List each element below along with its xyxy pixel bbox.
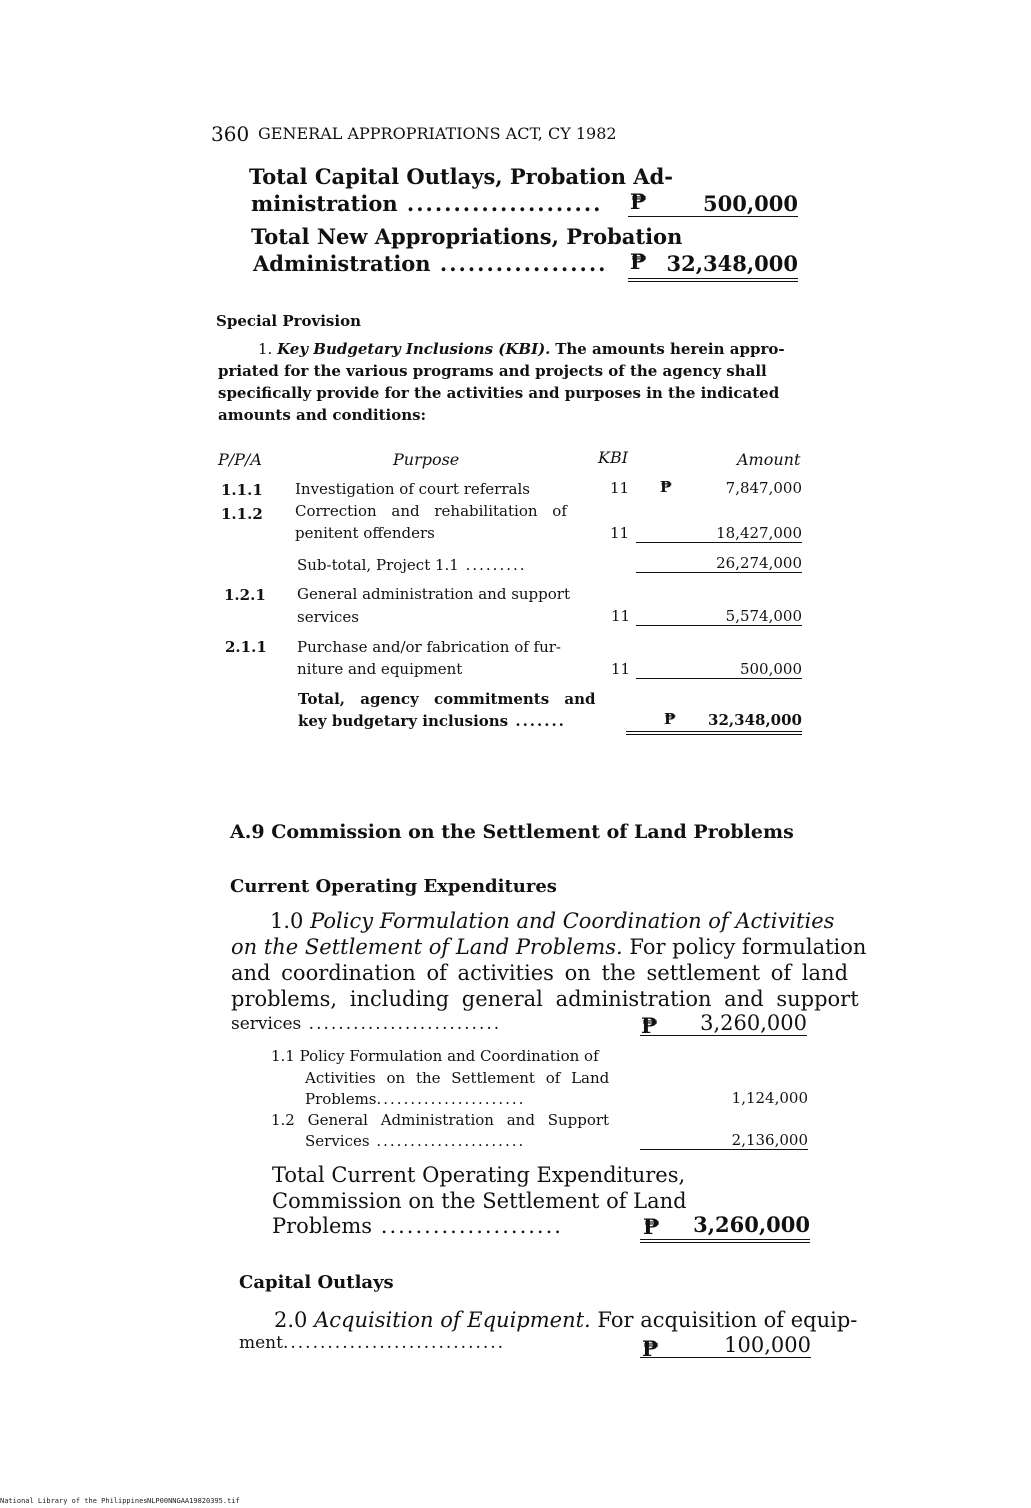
footer-source: National Library of the Philippines — [0, 1497, 148, 1505]
capital-outlays-heading: Capital Outlays — [239, 1272, 394, 1293]
table-row-ppa: 2.1.1 — [225, 638, 267, 656]
item-2-line-1: 2.0 Acquisition of Equipment. For acquisition of equip- — [274, 1308, 858, 1332]
table-row-purpose: Investigation of court referrals — [295, 480, 530, 498]
total-current-line-1: Total Current Operating Expenditures, — [272, 1163, 686, 1187]
total-capital-outlays-label-2: ministration ..................... — [251, 191, 603, 216]
item-2-amount: 100,000 — [640, 1333, 811, 1358]
table-row-kbi: 11 — [610, 524, 630, 542]
column-header-purpose: Purpose — [393, 450, 460, 469]
total-current-amount: 3,260,000 — [640, 1212, 810, 1243]
item-1-line-1: 1.0 Policy Formulation and Coordination of Activities — [270, 909, 835, 933]
table-row-purpose: niture and equipment — [297, 660, 463, 678]
sub-item-1-1-line-1: 1.1 Policy Formulation and Coordination of — [271, 1047, 599, 1065]
table-row-purpose: key budgetary inclusions ....... — [298, 712, 566, 730]
item-1-line-3: and coordination of activities on the settlement of land — [231, 961, 849, 985]
peso-sign: ₱ — [660, 478, 672, 496]
peso-sign: ₱ — [641, 1013, 658, 1038]
sub-item-1-1-amount: 1,124,000 — [731, 1089, 808, 1107]
item-1-line-2: on the Settlement of Land Problems. For policy formulation — [231, 935, 867, 959]
total-capital-outlays-label-1: Total Capital Outlays, Probation Ad- — [249, 164, 673, 189]
special-provision-para-line-3: specifically provide for the activities and purposes in the indicated — [218, 384, 780, 402]
special-provision-para-line-4: amounts and conditions: — [218, 406, 427, 424]
peso-sign: ₱ — [630, 189, 647, 214]
footer-file: NLP00NNGAA19820395.tif — [147, 1497, 240, 1505]
total-new-appropriations-label-1: Total New Appropriations, Probation — [251, 224, 683, 249]
page-number: 360 — [211, 122, 250, 146]
sub-item-1-2-line-2: Services ...................... — [305, 1132, 526, 1150]
total-current-line-2: Commission on the Settlement of Land — [272, 1189, 687, 1213]
total-capital-outlays-amount: 500,000 — [628, 191, 798, 217]
item-2-line-2: ment.............................. — [239, 1333, 506, 1353]
table-row-ppa: 1.1.2 — [221, 505, 263, 523]
table-row-purpose: General administration and support — [297, 585, 570, 603]
peso-sign: ₱ — [643, 1214, 660, 1239]
table-row-kbi: 11 — [610, 479, 630, 497]
table-row-amount: 500,000 — [636, 660, 802, 679]
table-row-amount: 32,348,000 — [626, 711, 802, 735]
item-1-line-5: services .......................... — [231, 1014, 502, 1034]
section-title: A.9 Commission on the Settlement of Land Problems — [230, 821, 794, 843]
special-provision-para-line-1: 1. Key Budgetary Inclusions (KBI). The amounts herein appro- — [258, 340, 785, 358]
table-row-purpose: Correction and rehabilitation of — [295, 502, 567, 520]
table-row-ppa: 1.1.1 — [221, 481, 263, 499]
table-row-kbi: 11 — [611, 607, 631, 625]
column-header-ppa: P/P/A — [218, 450, 262, 469]
current-operating-heading: Current Operating Expenditures — [230, 876, 557, 897]
peso-sign: ₱ — [630, 249, 647, 274]
table-row-purpose: services — [297, 608, 359, 626]
table-row-purpose: penitent offenders — [295, 524, 435, 542]
special-provision-para-line-2: priated for the various programs and projects of the agency shall — [218, 362, 767, 380]
table-row-purpose: Purchase and/or fabrication of fur- — [297, 638, 561, 656]
item-1-amount: 3,260,000 — [640, 1011, 807, 1036]
item-1-line-4: problems, including general administration and support — [231, 987, 859, 1011]
total-new-appropriations-label-2: Administration .................. — [253, 251, 608, 276]
column-header-amount: Amount — [737, 450, 801, 469]
sub-item-1-2-amount: 2,136,000 — [640, 1131, 808, 1150]
sub-item-1-1-line-3: Problems...................... — [305, 1090, 526, 1108]
column-header-kbi: KBI — [598, 448, 629, 467]
total-current-line-3: Problems ..................... — [272, 1214, 563, 1238]
special-provision-heading: Special Provision — [216, 312, 361, 330]
table-row-purpose: Total, agency commitments and — [298, 690, 596, 708]
total-new-appropriations-amount: 32,348,000 — [628, 251, 798, 282]
peso-sign: ₱ — [664, 710, 676, 728]
peso-sign: ₱ — [642, 1336, 659, 1361]
table-row-amount: 18,427,000 — [636, 524, 802, 543]
sub-item-1-1-line-2: Activities on the Settlement of Land — [305, 1069, 610, 1087]
table-row-amount: 26,274,000 — [636, 554, 802, 573]
table-row-kbi: 11 — [611, 660, 631, 678]
running-title: GENERAL APPROPRIATIONS ACT, CY 1982 — [258, 124, 617, 143]
table-row-amount: 5,574,000 — [636, 607, 802, 626]
table-row-ppa: 1.2.1 — [224, 586, 266, 604]
table-row-amount: 7,847,000 — [725, 479, 802, 497]
table-row-purpose: Sub-total, Project 1.1 ......... — [297, 556, 527, 574]
sub-item-1-2-line-1: 1.2 General Administration and Support — [271, 1111, 610, 1129]
